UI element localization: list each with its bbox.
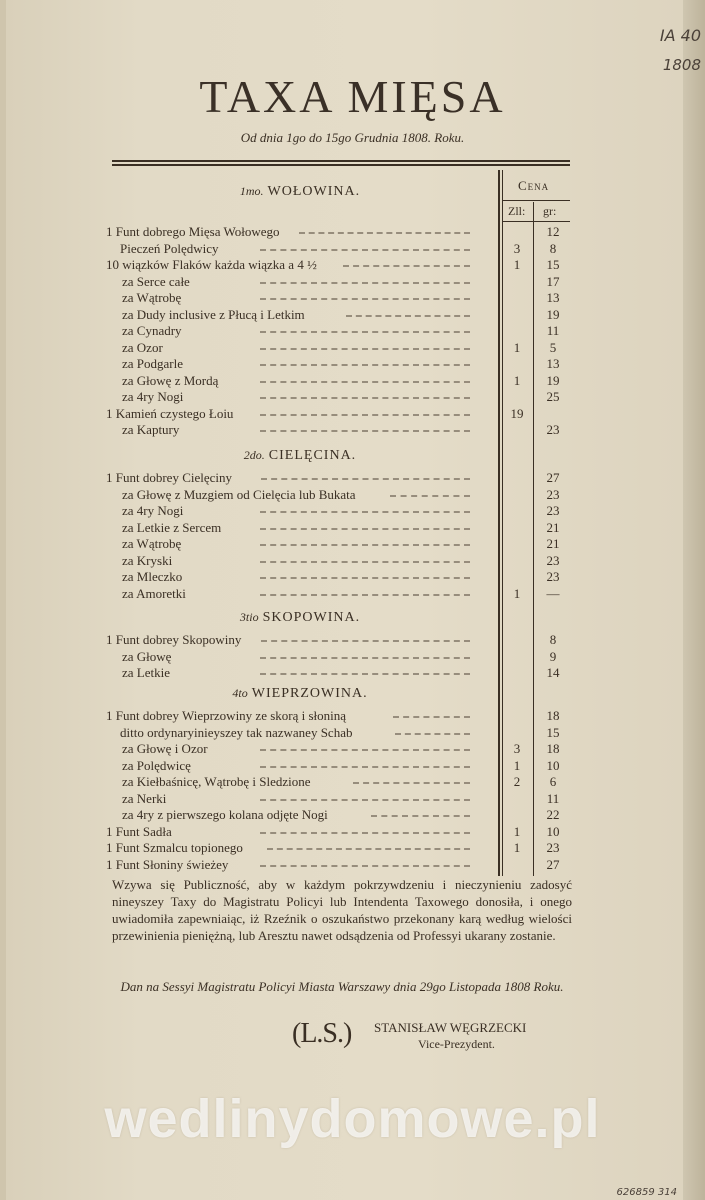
tariff-row <box>0 857 705 874</box>
item-label: 1 Funt Sadła <box>106 823 172 839</box>
zloty-value: 3 <box>513 240 521 256</box>
dot-leader <box>260 364 470 366</box>
groszy-value: 5 <box>549 339 557 355</box>
item-label: 1 Funt dobrey Skopowiny <box>106 632 242 647</box>
tariff-row <box>0 774 705 791</box>
dot-leader <box>260 528 470 530</box>
groszy-value: 23 <box>546 840 560 855</box>
item-label: za Głowę z Mordą <box>122 372 219 388</box>
zloty-value: 1 <box>513 823 521 839</box>
section-name: WOŁOWINA. <box>267 184 361 199</box>
section-ordinal: 4to <box>232 686 248 700</box>
dot-leader <box>371 815 470 817</box>
tariff-row <box>0 224 705 241</box>
dot-leader <box>260 657 470 659</box>
groszy-value: 18 <box>546 741 560 756</box>
item-label: 1 Funt Szmalcu topionego <box>106 840 243 855</box>
groszy-value: 27 <box>546 856 560 872</box>
groszy-value: 10 <box>546 823 560 839</box>
dot-leader <box>260 594 470 596</box>
groszy-value: 21 <box>546 519 560 535</box>
dot-leader <box>260 348 470 350</box>
document-subtitle: Od dnia 1go do 15go Grudnia 1808. Roku. <box>240 130 465 145</box>
item-label: 1 Funt dobrey Wieprzowiny ze skorą i słoniną <box>106 708 347 723</box>
groszy-value: 10 <box>546 757 560 773</box>
section-heading <box>100 448 500 464</box>
tariff-row <box>0 307 705 324</box>
zloty-value: 2 <box>513 774 521 789</box>
tariff-row <box>0 520 705 537</box>
dot-leader <box>260 799 470 801</box>
zloty-value: 1 <box>513 840 521 855</box>
groszy-value: 23 <box>546 503 560 518</box>
groszy-value: 15 <box>546 724 560 740</box>
item-label: za Dudy inclusive z Płucą i Letkim <box>122 306 305 322</box>
zloty-value: 1 <box>513 757 521 773</box>
tariff-row <box>0 373 705 390</box>
item-label: 1 Funt dobrego Mięsa Wołowego <box>106 224 280 239</box>
groszy-value: 11 <box>546 790 560 806</box>
item-label: 10 wiązków Flaków każda wiązka a 4 ½ <box>106 257 317 272</box>
dot-leader <box>260 511 470 513</box>
section-heading <box>100 184 500 200</box>
groszy-value: 27 <box>546 470 560 485</box>
dot-leader <box>260 832 470 834</box>
tariff-row <box>0 536 705 553</box>
item-label: za Letkie <box>122 665 170 680</box>
title-rule <box>112 160 570 162</box>
tariff-row <box>0 290 705 307</box>
dot-leader <box>260 397 470 399</box>
seal-mark: (L.S.) <box>292 1018 352 1049</box>
groszy-value: 6 <box>549 774 557 789</box>
item-label: za Kaptury <box>122 422 180 437</box>
item-label: za Podgarle <box>122 356 184 371</box>
dot-leader <box>260 282 470 284</box>
tariff-row <box>0 840 705 857</box>
section-ordinal: 2do. <box>243 448 265 462</box>
tariff-row <box>0 741 705 758</box>
section-heading <box>100 686 500 702</box>
tariff-row <box>0 725 705 742</box>
item-label: za Nerki <box>122 790 167 806</box>
signatory-name: STANISŁAW WĘGRZECKI <box>374 1020 527 1035</box>
groszy-value: 23 <box>546 569 560 584</box>
section-name: SKOPOWINA. <box>262 610 361 625</box>
tariff-row <box>0 274 705 291</box>
item-label: za Letkie z Sercem <box>122 519 222 535</box>
dot-leader <box>343 265 470 267</box>
signatory-title: Vice-Prezydent. <box>418 1037 495 1051</box>
tariff-row <box>0 632 705 649</box>
zloty-value: 1 <box>513 257 521 272</box>
tariff-row <box>0 470 705 487</box>
groszy-value: 19 <box>546 306 560 322</box>
item-label: za Amoretki <box>122 585 186 601</box>
section-heading <box>100 610 500 626</box>
groszy-value: 13 <box>546 356 560 371</box>
tariff-row <box>0 824 705 841</box>
zloty-value: 1 <box>513 339 521 355</box>
groszy-value: 18 <box>546 708 560 723</box>
section-name: WIEPRZOWINA. <box>251 686 368 701</box>
groszy-value: 21 <box>546 536 560 551</box>
item-label: za Głowę z Muzgiem od Cielęcia lub Bukata <box>122 486 356 502</box>
dot-leader <box>260 673 470 675</box>
dot-leader <box>299 232 470 234</box>
tariff-row <box>0 356 705 373</box>
item-label: 1 Kamień czystego Łoiu <box>106 405 234 421</box>
site-watermark: wedlinydomowe.pl <box>104 1089 601 1149</box>
tariff-row <box>0 406 705 423</box>
dot-leader <box>346 315 470 317</box>
dot-leader <box>261 640 470 642</box>
dot-leader <box>261 478 470 480</box>
groszy-value: — <box>546 585 560 601</box>
document-title: TAXA MIĘSA <box>199 71 506 122</box>
item-label: za Wątrobę <box>122 536 182 551</box>
dot-leader <box>260 577 470 579</box>
item-label: za 4ry Nogi <box>122 389 184 404</box>
item-label: Pieczeń Polędwicy <box>120 240 219 256</box>
item-label: za Polędwicę <box>122 757 191 773</box>
dot-leader <box>260 381 470 383</box>
section-name: CIELĘCINA. <box>268 448 357 463</box>
zloty-value: 1 <box>513 372 521 388</box>
dot-leader <box>260 298 470 300</box>
tariff-row <box>0 708 705 725</box>
dot-leader <box>260 544 470 546</box>
item-label: za Głowę i Ozor <box>122 741 208 756</box>
groszy-value: 11 <box>546 323 560 338</box>
dot-leader <box>260 414 470 416</box>
item-label: za Kryski <box>122 552 173 568</box>
price-header-rule-2 <box>503 221 570 222</box>
item-label: za Ozor <box>122 339 163 355</box>
dot-leader <box>260 561 470 563</box>
price-header: Cena <box>518 178 550 193</box>
dot-leader <box>260 749 470 751</box>
groszy-column-header: gr: <box>543 204 557 218</box>
tariff-row <box>0 807 705 824</box>
dot-leader <box>390 495 470 497</box>
public-notice: Wzywa się Publiczność, aby w każdym pokrzywdzeniu i nieczynieniu zadosyć nineyszey Taxy do Magistratu Policyi lub Intendenta Taxowego donosiła, i onego uwiadomiła zapewniaiąc, iż Rzeźnik o oszukaństwo przekonany karą według wielości przewinienia pieniężną, lub Aresztu nawet odsądzenia od Professyi ukarany zostanie. <box>112 877 572 943</box>
marginal-note-top: IA 40 <box>659 26 701 45</box>
section-ordinal: 3tio <box>239 610 259 624</box>
tariff-row <box>0 569 705 586</box>
groszy-value: 9 <box>549 648 557 664</box>
tariff-row <box>0 323 705 340</box>
zloty-value: 1 <box>513 585 521 601</box>
item-label: za Cynadry <box>122 323 182 338</box>
groszy-value: 17 <box>546 273 560 289</box>
zloty-value: 3 <box>513 741 521 756</box>
item-label: za Kiełbaśnicę, Wątrobę i Sledzione <box>122 774 311 789</box>
tariff-row <box>0 422 705 439</box>
tariff-row <box>0 257 705 274</box>
item-label: ditto ordynaryinieyszey tak nazwaney Schab <box>120 724 353 740</box>
dot-leader <box>260 331 470 333</box>
tariff-row <box>0 758 705 775</box>
dot-leader <box>260 865 470 867</box>
tariff-row <box>0 241 705 258</box>
groszy-value: 14 <box>546 665 560 680</box>
marginal-note-bottom: 626859 314 <box>616 1187 677 1198</box>
item-label: za Wątrobę <box>122 290 182 305</box>
groszy-value: 23 <box>546 422 560 437</box>
title-rule-2 <box>112 164 570 166</box>
item-label: 1 Funt Słoniny świeżey <box>106 856 229 872</box>
item-label: za Mleczko <box>122 569 183 584</box>
item-label: 1 Funt dobrey Cielęciny <box>106 470 233 485</box>
groszy-value: 23 <box>546 486 560 502</box>
item-label: za Serce całe <box>122 273 190 289</box>
dot-leader <box>395 733 470 735</box>
groszy-value: 15 <box>546 257 560 272</box>
section-ordinal: 1mo. <box>239 184 264 198</box>
dot-leader <box>260 430 470 432</box>
tariff-row <box>0 665 705 682</box>
dot-leader <box>260 766 470 768</box>
zloty-column-header: Zll: <box>508 204 526 218</box>
zloty-value: 19 <box>510 405 524 421</box>
tariff-row <box>0 487 705 504</box>
tariff-row <box>0 503 705 520</box>
item-label: za 4ry z pierwszego kolana odjęte Nogi <box>122 807 328 822</box>
issued-line: Dan na Sessyi Magistratu Policyi Miasta Warszawy dnia 29go Listopada 1808 Roku. <box>120 979 564 994</box>
dot-leader <box>393 716 470 718</box>
item-label: za 4ry Nogi <box>122 503 184 518</box>
tariff-row <box>0 586 705 603</box>
tariff-row <box>0 553 705 570</box>
tariff-row <box>0 389 705 406</box>
item-label: za Głowę <box>122 648 172 664</box>
groszy-value: 19 <box>546 372 560 388</box>
dot-leader <box>267 848 470 850</box>
groszy-value: 23 <box>546 552 560 568</box>
groszy-value: 13 <box>546 290 560 305</box>
tariff-row <box>0 791 705 808</box>
dot-leader <box>353 782 471 784</box>
groszy-value: 22 <box>546 807 560 822</box>
price-header-rule <box>503 200 570 201</box>
tariff-row <box>0 340 705 357</box>
tariff-row <box>0 649 705 666</box>
groszy-value: 25 <box>546 389 560 404</box>
marginal-note-year: 1808 <box>662 56 701 74</box>
groszy-value: 8 <box>549 240 557 256</box>
groszy-value: 8 <box>549 632 557 647</box>
dot-leader <box>260 249 470 251</box>
groszy-value: 12 <box>546 224 560 239</box>
